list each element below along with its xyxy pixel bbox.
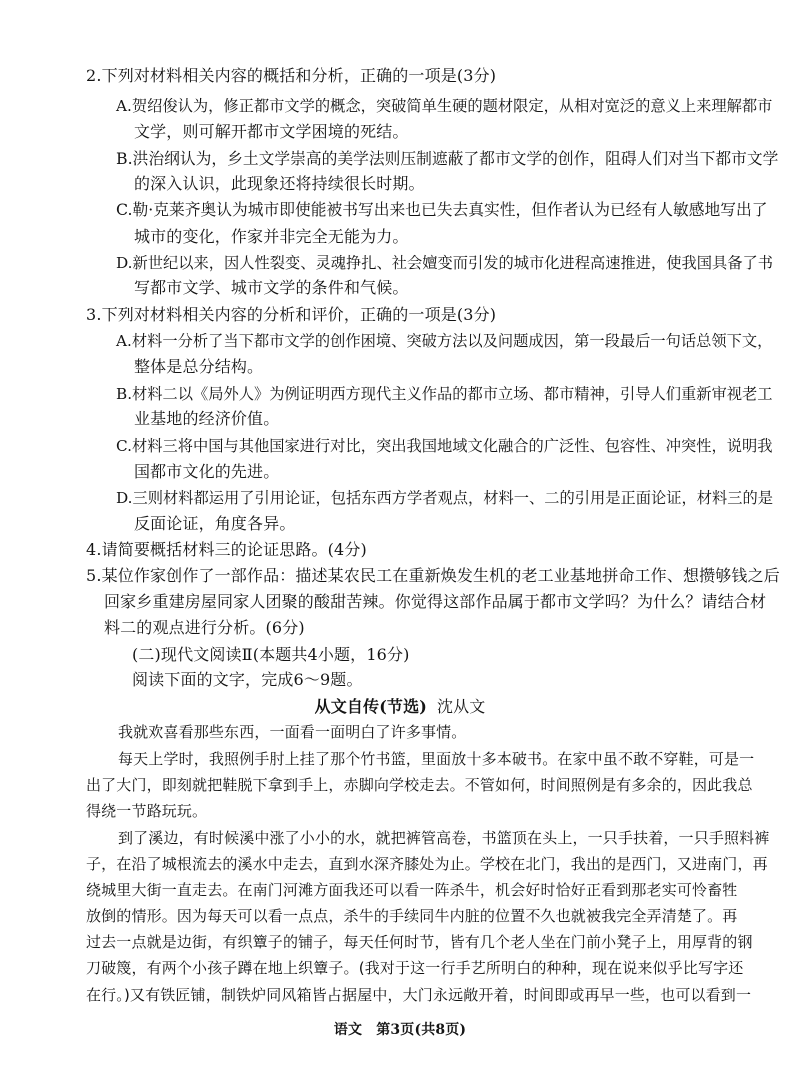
passage-line: 每天上学时，我照例手肘上挂了那个竹书篮，里面放十多本破书。在家中虽不敢不穿鞋，可是一 <box>118 750 755 768</box>
question-5-line-3: 料二的观点进行分析。(6分) <box>104 618 305 637</box>
question-3-option-a: A.材料一分析了当下都市文学的创作困境、突破方法以及问题成因，第一段最后一句话总领下文， <box>116 332 773 350</box>
question-2-option-c-cont: 城市的变化，作家并非完全无能为力。 <box>134 227 409 246</box>
question-2-option-d-cont: 写都市文学、城市文学的条件和气候。 <box>134 278 409 297</box>
passage-line: 在行。)又有铁匠铺，制铁炉同风箱皆占据屋中，大门永远敞开着，时间即或再早一些，也可以看到一 <box>86 986 752 1004</box>
question-5-line-1: 5.某位作家创作了一部作品：描述某农民工在重新焕发生机的老工业基地拼命工作、想攒够钱之后 <box>86 566 780 585</box>
question-5-line-2: 回家乡重建房屋同家人团聚的酸甜苦辣。你觉得这部作品属于都市文学吗？为什么？请结合材 <box>104 592 767 611</box>
question-2-option-a-cont: 文学，则可解开都市文学困境的死结。 <box>134 122 409 141</box>
question-2-option-b-cont: 的深入认识，此现象还将持续很长时期。 <box>134 174 425 193</box>
passage-line: 到了溪边，有时候溪中涨了小小的水，就把裤管高卷，书篮顶在头上，一只手扶着，一只手照料裤 <box>118 829 770 847</box>
passage-line: 子，在沿了城根流去的溪水中走去，直到水深齐膝处为止。学校在北门，我出的是西门，又进南门，再 <box>86 855 768 873</box>
passage-line: 得绕一节路玩玩。 <box>86 802 208 820</box>
section-instruction: 阅读下面的文字，完成6～9题。 <box>132 670 363 689</box>
question-2-option-d: D.新世纪以来，因人性裂变、灵魂挣扎、社会嬗变而引发的城市化进程高速推进，使我国具备了书 <box>116 254 774 272</box>
question-3-option-d: D.三则材料都运用了引用论证，包括东西方学者观点，材料一、二的引用是正面论证，材料三的是 <box>116 489 774 507</box>
question-3-option-c: C.材料三将中国与其他国家进行对比，突出我国地域文化融合的广泛性、包容性、冲突性，说明我 <box>116 437 773 455</box>
passage-line: 放倒的情形。因为每天可以看一点点，杀牛的手续同牛内脏的位置不久也就被我完全弄清楚了。再 <box>86 907 738 925</box>
page-footer: 语文 第3页(共8页) <box>333 1022 467 1038</box>
question-3-option-c-cont: 国都市文化的先进。 <box>134 462 280 481</box>
question-3-option-d-cont: 反面论证，角度各异。 <box>134 514 296 533</box>
passage-line: 我就欢喜看那些东西，一面看一面明白了许多事情。 <box>118 723 467 741</box>
question-3-option-b: B.材料二以《局外人》为例证明西方现代主义作品的都市立场、都市精神，引导人们重新审视老工 <box>116 385 773 403</box>
question-2-option-c: C.勒·克莱齐奥认为城市即使能被书写出来也已失去真实性，但作者认为已经有人敏感地写出了 <box>116 200 768 219</box>
passage-line: 过去一点就是边街，有织簟子的铺子，每天任何时节，皆有几个老人坐在门前小凳子上，用厚背的钢 <box>86 933 753 951</box>
passage-title: 从文自传(节选) <box>314 697 427 716</box>
question-4-stem: 4.请简要概括材料三的论证思路。(4分) <box>86 540 367 559</box>
question-2-option-b: B.洪治纲认为，乡土文学崇高的美学法则压制遮蔽了都市文学的创作，阻碍人们对当下都市文学 <box>116 149 779 168</box>
passage-author: 沈从文 <box>436 697 486 716</box>
question-2-option-a: A.贺绍俊认为，修正都市文学的概念，突破简单生硬的题材限定，从相对宽泛的意义上来理解都市 <box>116 97 773 115</box>
passage-line: 绕城里大街一直走去。在南门河滩方面我还可以看一阵杀牛，机会好时恰好正看到那老实可怜畜牲 <box>86 881 738 899</box>
question-3-stem: 3.下列对材料相关内容的分析和评价，正确的一项是(3分) <box>86 305 497 324</box>
question-2-stem: 2.下列对材料相关内容的概括和分析，正确的一项是(3分) <box>86 66 497 85</box>
section-heading: (二)现代文阅读Ⅱ(本题共4小题，16分) <box>132 645 410 664</box>
passage-title-line <box>0 697 800 717</box>
question-3-option-b-cont: 业基地的经济价值。 <box>134 409 280 428</box>
question-3-option-a-cont: 整体是总分结构。 <box>134 357 264 376</box>
passage-line: 刀破篾，有两个小孩子蹲在地上织簟子。(我对于这一行手艺所明白的种种，现在说来似乎比写字还 <box>86 959 744 977</box>
passage-line: 出了大门，即刻就把鞋脱下拿到手上，赤脚向学校走去。不管如何，时间照例是有多余的，因此我总 <box>86 776 753 794</box>
